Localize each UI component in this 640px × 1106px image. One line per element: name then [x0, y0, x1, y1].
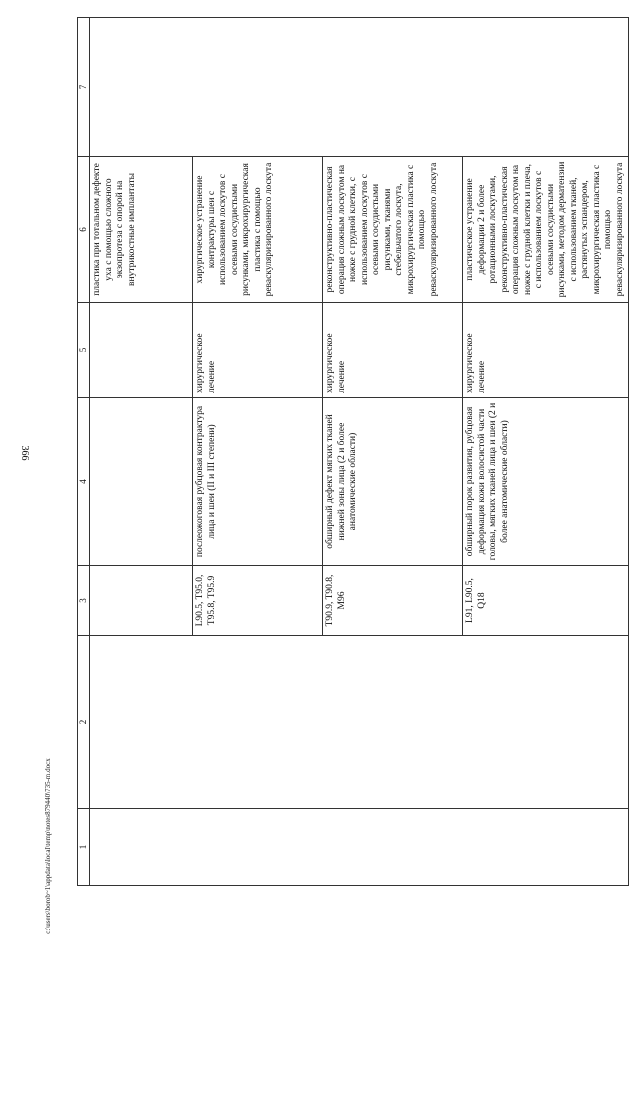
column-number-6: 6: [78, 157, 90, 303]
row-2-codes: T90.9, T90.8, M96: [323, 566, 463, 636]
row-1-model: послеожоговая рубцовая контрактура лица и шеи (II и III степени): [193, 398, 323, 566]
file-path-text: c:\users\borob~1\appdata\local\temp\notes879440\735-m.docx: [44, 758, 52, 934]
cell-col-7: [90, 18, 629, 157]
cell-model-empty: [90, 398, 193, 566]
cell-treatment-empty: [90, 303, 193, 398]
row-2-method: реконструктивно-пластическая операция сложным лоскутом на ножке с грудной клетки, с использованием лоскутов с осевыми сосудистыми рисунками, тканями стебельчатого лоскута, микрохирургическая пластика с помощью реваскуляризированного лоскута: [323, 157, 463, 303]
row-3-treatment: хирургическое лечение: [463, 303, 629, 398]
row-1-codes: L90.5, T95.0, T95.8, T95.9: [193, 566, 323, 636]
column-number-4: 4: [78, 398, 90, 566]
column-number-5: 5: [78, 303, 90, 398]
page-number: 366: [19, 445, 30, 461]
row-1-treatment: хирургическое лечение: [193, 303, 323, 398]
column-number-1: 1: [78, 809, 90, 886]
rotated-table-container: [77, 18, 625, 886]
cell-codes-empty: [90, 566, 193, 636]
row-2-treatment: хирургическое лечение: [323, 303, 463, 398]
column-number-7: 7: [78, 18, 90, 157]
row-3-model: обширный порок развития, рубцовая деформация кожи волосистой части головы, мягких тканей лица и шеи (2 и более анатомические области): [463, 398, 629, 566]
column-number-3: 3: [78, 566, 90, 636]
table-frame: [77, 18, 625, 886]
row-3-method: пластическое устранение деформации 2 и более ротационными лоскутами, реконструктивно-пластическая операция сложным лоскутом на ножке с грудной клетки и плеча, с использованием лоскутов с осевыми сосудистыми рисунками, методом дерматензии с использованием тканей, растянутых эспандером, микрохирургическая пластика с помощью реваскуляризированного лоскута: [463, 157, 629, 303]
medical-services-table: [77, 17, 629, 886]
column-number-2: 2: [78, 636, 90, 809]
cell-col-2: [90, 636, 629, 809]
row-2-model: обширный дефект мягких тканей нижней зоны лица (2 и более анатомические области): [323, 398, 463, 566]
row-3-codes: L91, L90.5, Q18: [463, 566, 629, 636]
cell-col-1: [90, 809, 629, 886]
continuation-method-text: пластика при тотальном дефекте уха с помощью сложного экзопротеза с опорой на внутрикостные имплантаты: [90, 157, 193, 303]
row-1-method: хирургическое устранение контрактуры шеи с использованием лоскутов с осевыми сосудистыми рисунками, микрохирургическая пластика с помощью реваскуляризированного лоскута: [193, 157, 323, 303]
continuation-row: [90, 18, 193, 886]
column-number-row: [78, 18, 90, 886]
